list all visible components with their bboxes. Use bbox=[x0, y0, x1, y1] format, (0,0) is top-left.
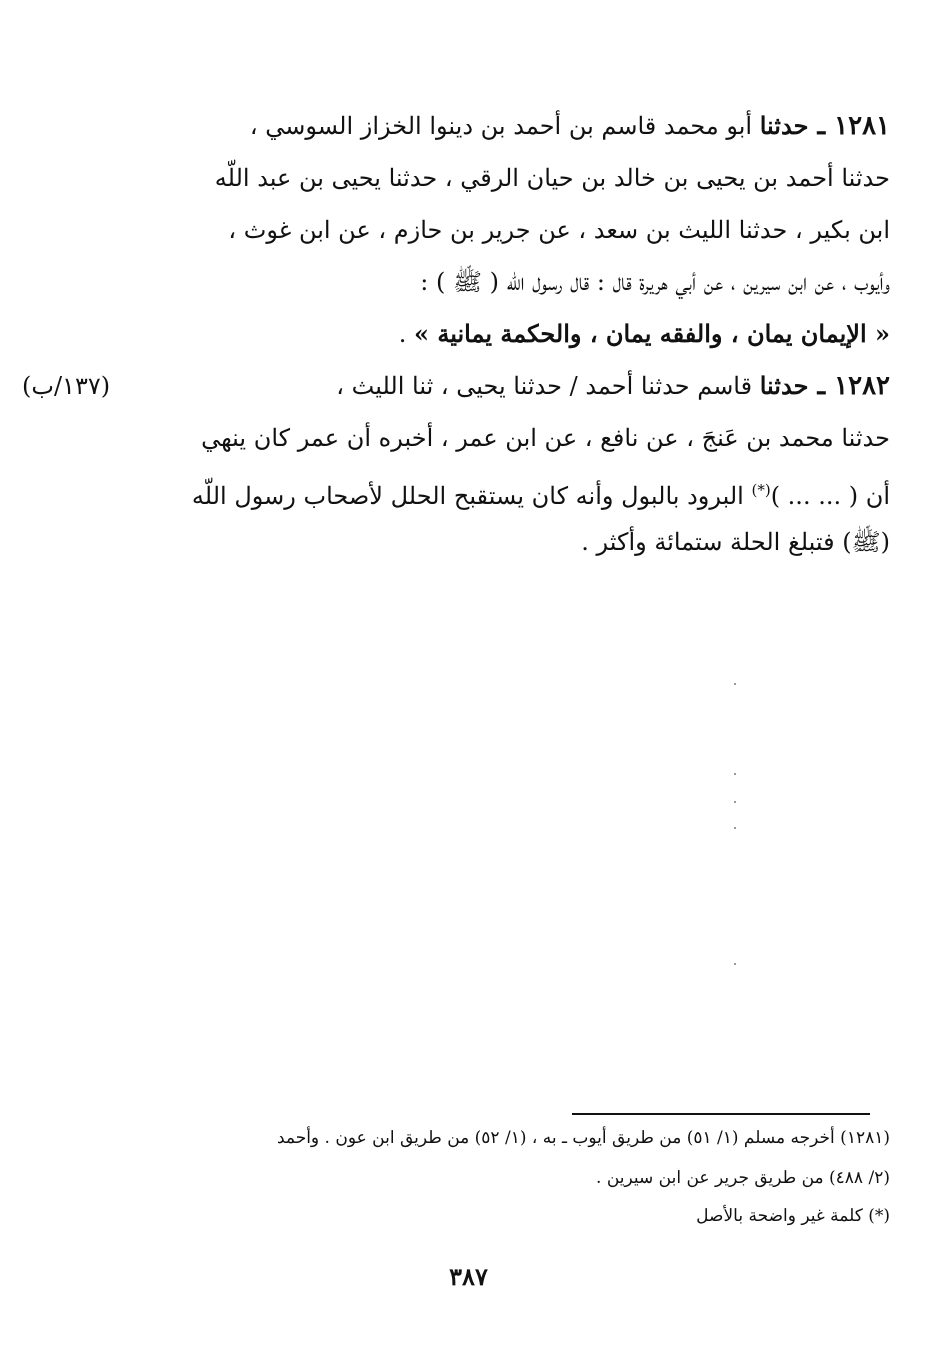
hadith-1281-line-5 bbox=[399, 308, 890, 360]
hadith-1281-line-3 bbox=[228, 204, 890, 256]
hadith-dash: ـ bbox=[808, 111, 835, 141]
manuscript-folio-reference: (١٣٧/ب) bbox=[22, 372, 111, 400]
hadith-1281 bbox=[130, 100, 890, 360]
hadith-number: ١٢٨٢ bbox=[834, 371, 890, 401]
hadith-opening: حدثنا bbox=[759, 111, 809, 140]
hadith-text: أن ( ... ... ) bbox=[770, 482, 890, 510]
hadith-text: (ﷺ) فتبلغ الحلة ستمائة وأكثر . bbox=[581, 528, 890, 556]
footnote-1281-line-2: (٢/ ٤٨٨) من طريق جرير عن ابن سيرين . bbox=[596, 1168, 890, 1188]
footnote-separator bbox=[572, 1113, 870, 1115]
hadith-text: وأيوب ، عن ابن سيرين ، عن أبي هريرة قال : قال رسول اللّه ( ﷺ ) : bbox=[420, 268, 890, 296]
footnote-1281-line-1: (١٢٨١) أخرجه مسلم (١/ ٥١) من طريق أيوب ـ به ، (١/ ٥٢) من طريق ابن عون . وأحمد bbox=[276, 1128, 890, 1148]
hadith-matn: « الإيمان يمان ، والفقه يمان ، والحكمة يمانية » bbox=[414, 319, 890, 348]
hadith-text: ابن بكير ، حدثنا الليث بن سعد ، عن جرير بن حازم ، عن ابن غوث ، bbox=[228, 216, 890, 244]
page-number: ٣٨٧ bbox=[449, 1262, 488, 1291]
hadith-text: قاسم حدثنا أحمد / حدثنا يحيى ، ثنا الليث ، bbox=[336, 372, 753, 400]
hadith-1282-line-4 bbox=[581, 516, 890, 568]
hadith-text: أبو محمد قاسم بن أحمد بن دينوا الخزاز السوسي ، bbox=[249, 112, 753, 140]
footnote-marker: (*) bbox=[751, 481, 771, 499]
hadith-1282-line-1 bbox=[336, 360, 890, 412]
hadith-1281-line-1 bbox=[250, 100, 890, 152]
hadith-1282-line-3 bbox=[192, 464, 890, 522]
hadith-1282-line-2 bbox=[201, 412, 890, 464]
hadith-1281-line-2 bbox=[215, 152, 890, 204]
hadith-text: البرود بالبول وأنه كان يستقبح الحلل لأصحاب رسول اللّه bbox=[191, 482, 752, 510]
hadith-text: حدثنا أحمد بن يحيى بن خالد بن حيان الرقي ، حدثنا يحيى بن عبد اللّه bbox=[214, 164, 890, 192]
hadith-text: حدثنا محمد بن عَنجَ ، عن نافع ، عن ابن عمر ، أخبره أن عمر كان ينهي bbox=[201, 424, 890, 452]
hadith-dash: ـ bbox=[808, 371, 835, 401]
footnotes bbox=[130, 1128, 890, 1238]
hadith-number: ١٢٨١ bbox=[834, 111, 890, 141]
hadith-1281-line-4 bbox=[420, 256, 890, 308]
hadith-end: . bbox=[398, 320, 415, 348]
hadith-opening: حدثنا bbox=[759, 371, 809, 400]
footnote-unclear-word: (*) كلمة غير واضحة بالأصل bbox=[696, 1206, 890, 1226]
hadith-1282 bbox=[130, 360, 890, 570]
